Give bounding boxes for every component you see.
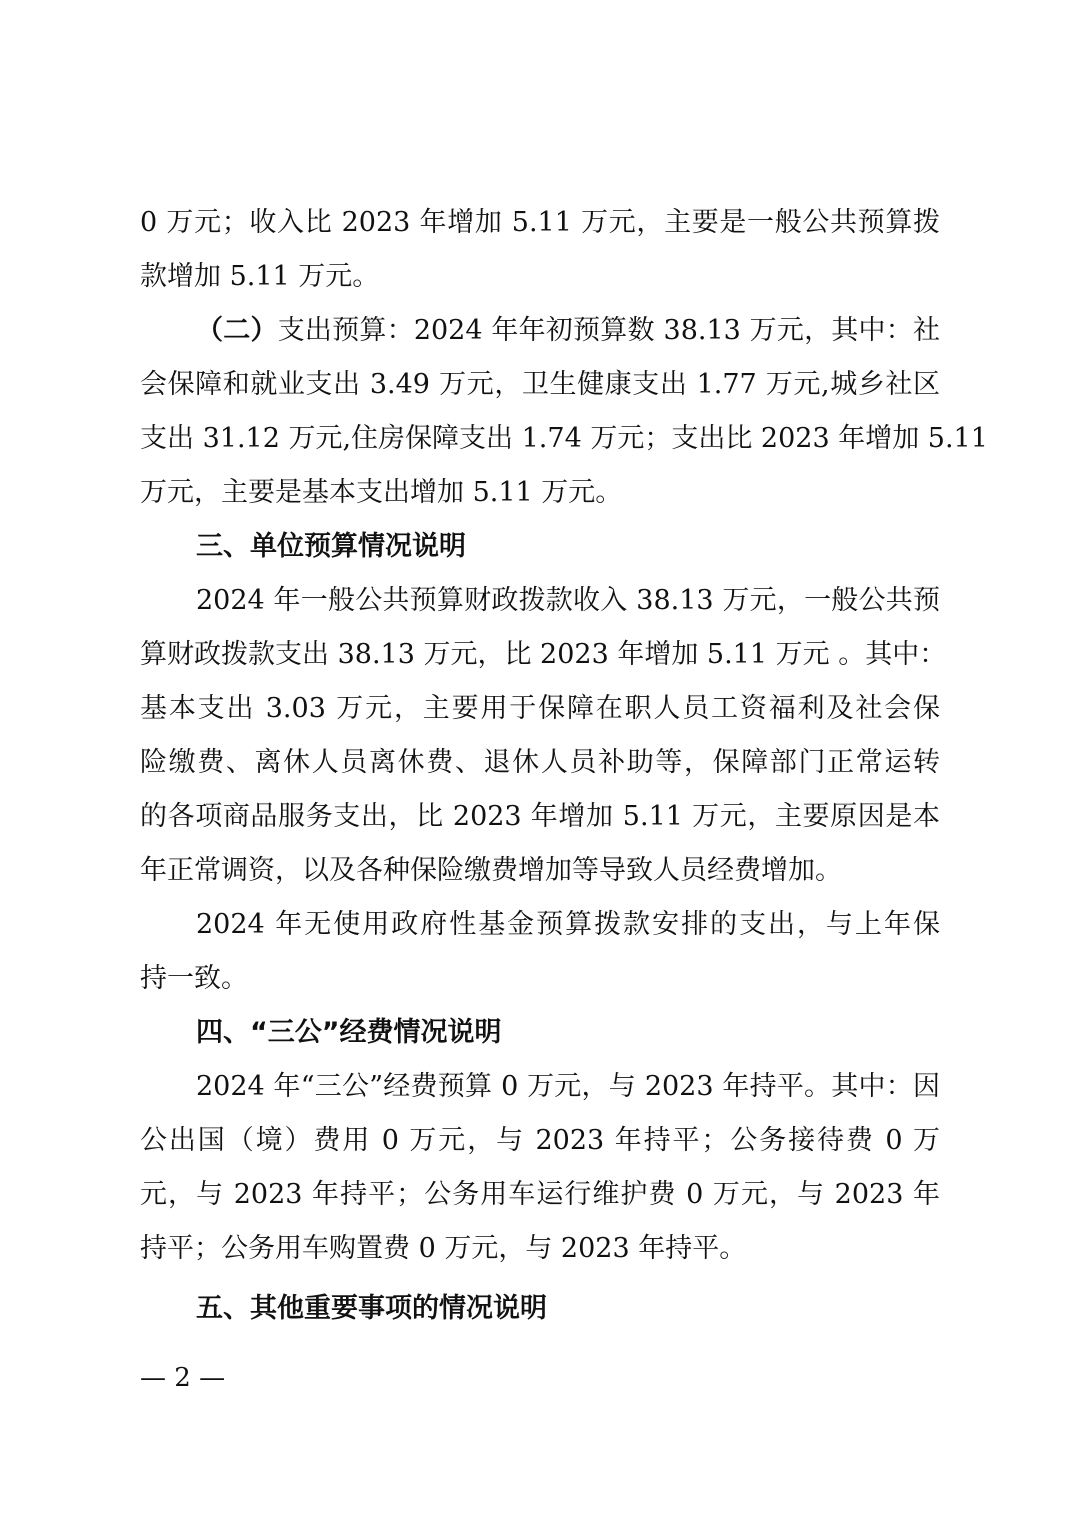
section-heading-3: 三、单位预算情况说明	[196, 531, 466, 562]
body-line: 2024 年一般公共预算财政拨款收入 38.13 万元，一般公共预	[196, 585, 940, 616]
body-line: 险缴费、离休人员离休费、退休人员补助等，保障部门正常运转	[140, 747, 940, 778]
body-line: 年正常调资，以及各种保险缴费增加等导致人员经费增加。	[140, 855, 842, 886]
document-body	[140, 196, 988, 1336]
section-heading-4: 四、“三公”经费情况说明	[196, 1017, 502, 1048]
body-line: 算财政拨款支出 38.13 万元，比 2023 年增加 5.11 万元 。其中：	[140, 639, 947, 670]
body-line-with-subheading	[140, 304, 940, 358]
page-number: — 2 —	[140, 1363, 226, 1393]
body-line: 会保障和就业支出 3.49 万元，卫生健康支出 1.77 万元,城乡社区	[140, 369, 940, 400]
body-line: 持平；公务用车购置费 0 万元，与 2023 年持平。	[140, 1233, 747, 1264]
body-line: 支出预算：2024 年年初预算数 38.13 万元，其中：社	[277, 315, 940, 346]
body-line: 基本支出 3.03 万元，主要用于保障在职人员工资福利及社会保	[140, 693, 940, 724]
body-line: 万元，主要是基本支出增加 5.11 万元。	[140, 477, 623, 508]
body-line: 支出 31.12 万元,住房保障支出 1.74 万元；支出比 2023 年增加 5.11	[140, 423, 988, 454]
body-line: 的各项商品服务支出，比 2023 年增加 5.11 万元，主要原因是本	[140, 801, 940, 832]
body-line: 款增加 5.11 万元。	[140, 261, 380, 292]
section-heading-5: 五、其他重要事项的情况说明	[196, 1293, 547, 1324]
body-line: 持一致。	[140, 963, 248, 994]
body-line: 公出国（境）费用 0 万元，与 2023 年持平；公务接待费 0 万	[140, 1125, 940, 1156]
subheading-expenditure-budget: （二）	[196, 315, 278, 346]
body-line: 2024 年“三公”经费预算 0 万元，与 2023 年持平。其中：因	[196, 1071, 940, 1102]
body-line: 元，与 2023 年持平；公务用车运行维护费 0 万元，与 2023 年	[140, 1179, 940, 1210]
body-line: 0 万元；收入比 2023 年增加 5.11 万元，主要是一般公共预算拨	[140, 207, 940, 238]
body-line: 2024 年无使用政府性基金预算拨款安排的支出，与上年保	[196, 909, 940, 940]
